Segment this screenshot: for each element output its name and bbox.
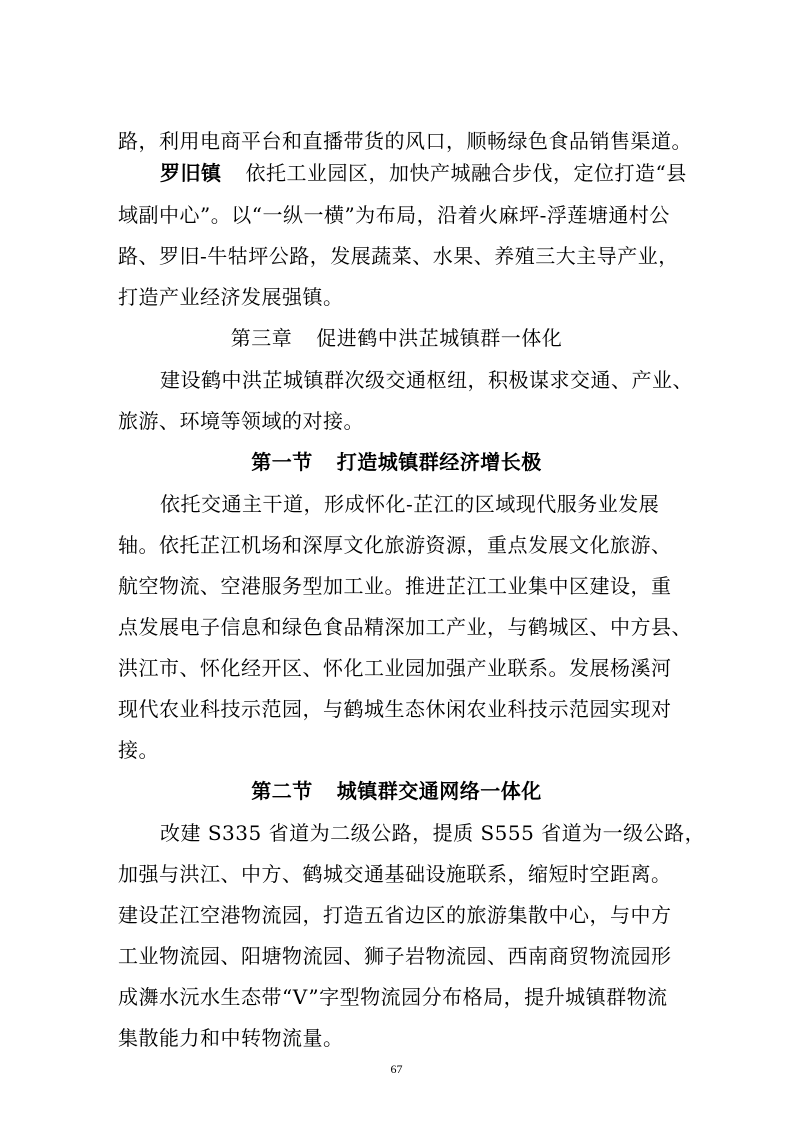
text-line: 改建 S335 省道为二级公路，提质 S555 省道为一级公路，	[160, 821, 706, 845]
text-line: 工业物流园、阳塘物流园、狮子岩物流园、西南商贸物流园形	[118, 944, 672, 968]
section-title: 打造城镇群经济增长极	[336, 450, 542, 474]
section-heading	[0, 449, 793, 475]
section-number: 第二节	[251, 779, 313, 803]
text-line: 集散能力和中转物流量。	[118, 1026, 344, 1050]
text-line: 域副中心”。以“一纵一横”为布局，沿着火麻坪-浮莲塘通村公	[118, 203, 670, 227]
text-line: 建设芷江空港物流园，打造五省边区的旅游集散中心，与中方	[118, 903, 672, 927]
text-line: 航空物流、空港服务型加工业。推进芷江工业集中区建设，重	[118, 574, 672, 598]
text-line: 旅游、环境等领域的对接。	[118, 409, 364, 433]
text-span: 依托工业园区，加快产城融合步伐，定位打造“县	[245, 161, 687, 185]
text-line: 洪江市、怀化经开区、怀化工业园加强产业联系。发展杨溪河	[118, 656, 672, 680]
page-number: 67	[390, 1062, 403, 1076]
text-line: 依托交通主干道，形成怀化-芷江的区域现代服务业发展	[160, 492, 660, 516]
section-title: 城镇群交通网络一体化	[336, 779, 542, 803]
section-number: 第一节	[251, 450, 313, 474]
section-heading	[0, 778, 793, 804]
text-line: 现代农业科技示范园，与鹤城生态休闲农业科技示范园实现对	[118, 697, 672, 721]
text-line: 打造产业经济发展强镇。	[118, 285, 344, 309]
text-line: 轴。依托芷江机场和深厚文化旅游资源，重点发展文化旅游、	[118, 533, 672, 557]
text-line	[160, 160, 687, 186]
text-line: 建设鹤中洪芷城镇群次级交通枢纽，积极谋求交通、产业、	[160, 368, 693, 392]
chapter-heading	[0, 325, 793, 351]
text-line: 路、罗旧-牛牯坪公路，发展蔬菜、水果、养殖三大主导产业，	[118, 244, 679, 268]
text-line: 路，利用电商平台和直播带货的风口，顺畅绿色食品销售渠道。	[118, 129, 692, 153]
text-line: 点发展电子信息和绿色食品精深加工产业，与鹤城区、中方县、	[118, 615, 692, 639]
text-line: 成㵲水沅水生态带“V”字型物流园分布格局，提升城镇群物流	[118, 985, 668, 1009]
chapter-number: 第三章	[230, 326, 293, 350]
text-line: 接。	[118, 738, 159, 762]
text-line: 加强与洪江、中方、鹤城交通基础设施联系，缩短时空距离。	[118, 862, 672, 886]
town-name-term: 罗旧镇	[160, 161, 222, 185]
chapter-title: 促进鹤中洪芷城镇群一体化	[316, 326, 563, 350]
